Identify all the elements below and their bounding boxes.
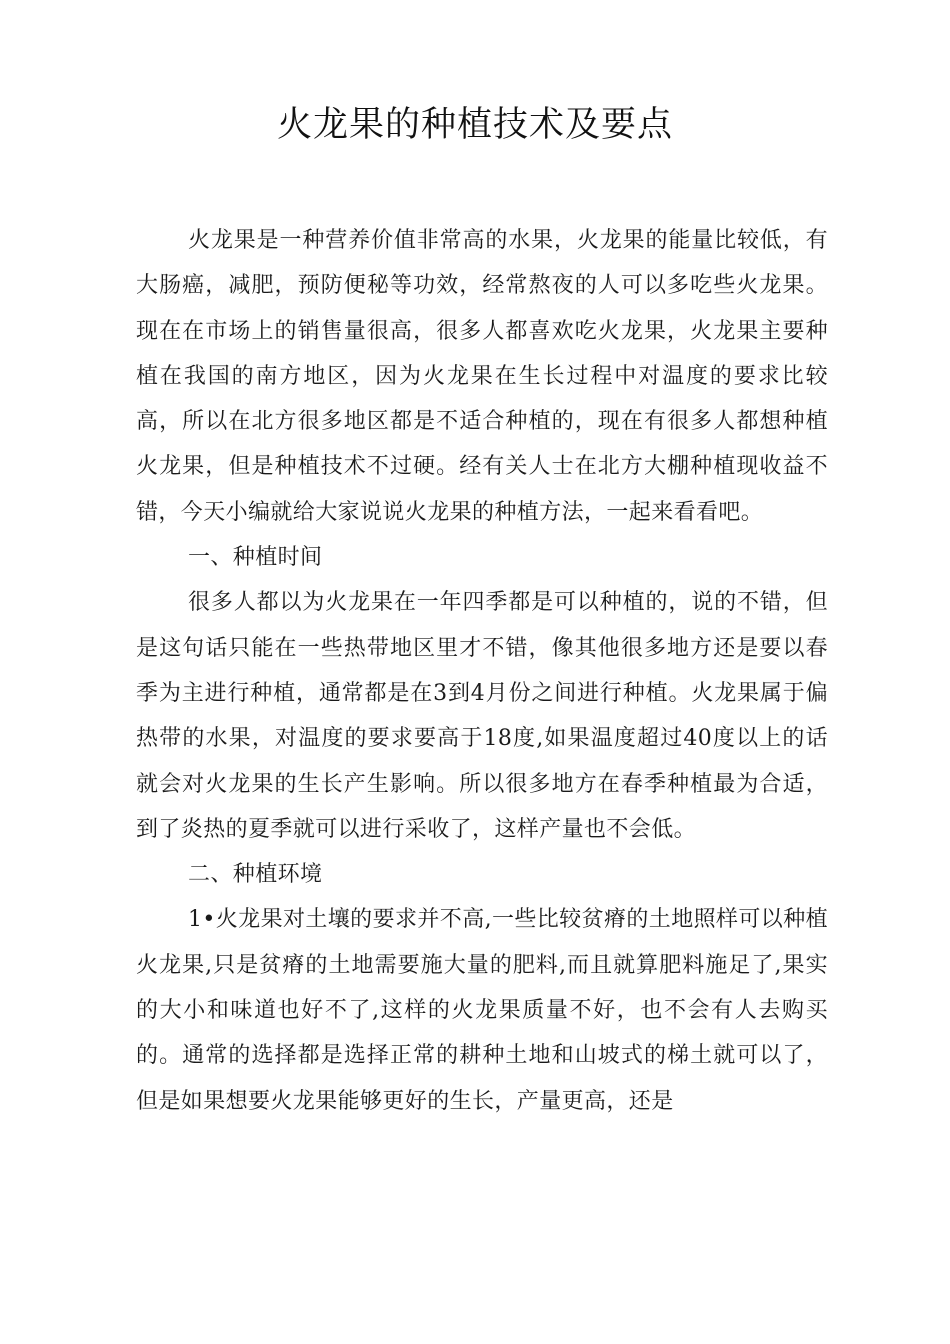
- section-paragraph-planting-environment: 1•火龙果对土壤的要求并不高,一些比较贫瘠的土地照样可以种植火龙果,只是贫瘠的土地需要施大量的肥料,而且就算肥料施足了,果实的大小和味道也好不了,这样的火龙果质量不好，也不会有人去购买的。通常的选择都是选择正常的耕种土地和山坡式的梯土就可以了，但是如果想要火龙果能够更好的生长，产量更高，还是: [136, 907, 828, 1114]
- document-title: 火龙果的种植技术及要点: [276, 105, 673, 145]
- section-paragraph-planting-time: 很多人都以为火龙果在一年四季都是可以种植的，说的不错，但是这句话只能在一些热带地区里才不错，像其他很多地方还是要以春季为主进行种植，通常都是在3到4月份之间进行种植。火龙果属于偏热带的水果，对温度的要求要高于18度,如果温度超过40度以上的话就会对火龙果的生长产生影响。所以很多地方在春季种植最为合适，到了炎热的夏季就可以进行采收了，这样产量也不会低。: [136, 590, 828, 842]
- section-heading-planting-environment: 二、种植环境: [188, 862, 323, 888]
- section-heading-planting-time: 一、种植时间: [188, 545, 323, 571]
- document-body: [136, 218, 828, 1124]
- intro-paragraph: 火龙果是一种营养价值非常高的水果，火龙果的能量比较低，有大肠癌，减肥，预防便秘等功效，经常熬夜的人可以多吃些火龙果。现在在市场上的销售量很高，很多人都喜欢吃火龙果，火龙果主要种植在我国的南方地区，因为火龙果在生长过程中对温度的要求比较高，所以在北方很多地区都是不适合种植的，现在有很多人都想种植火龙果，但是种植技术不过硬。经有关人士在北方大棚种植现收益不错，今天小编就给大家说说火龙果的种植方法，一起来看看吧。: [136, 228, 828, 525]
